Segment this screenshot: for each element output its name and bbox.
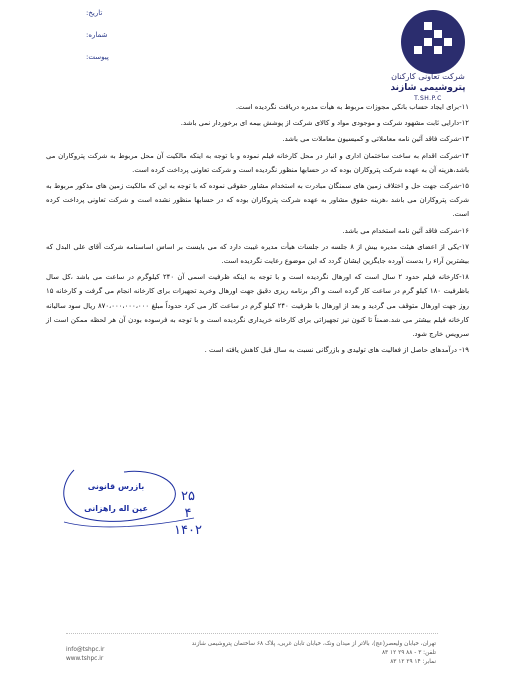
report-item-19: ۱۹- درآمدهای حاصل از فعالیت های تولیدی و بازرگانی نسبت به سال قبل کاهش یافته است .: [204, 346, 469, 355]
number-label: شماره:: [86, 31, 108, 39]
attachment-label: پیوست:: [86, 53, 109, 61]
report-item-16: ۱۶-شرکت فاقد آئین نامه استخدام می باشد.: [342, 226, 469, 235]
company-name-line1: شرکت تعاونی کارکنان: [391, 72, 465, 81]
report-item-13: ۱۳-شرکت فاقد آئین نامه معاملاتی و کمیسیون معاملات می باشد.: [282, 135, 469, 144]
company-name-line2: پتروشیمی شازند: [390, 83, 466, 93]
letter-meta: [86, 8, 206, 74]
handwritten-date: [168, 488, 208, 539]
report-item-12: ۱۲-دارایی ثابت مشهود شرکت و موجودی مواد و کالای شرکت از پوشش بیمه ای برخوردار نمی باشد.: [180, 119, 469, 128]
footer-fax: نمابر: ۱۴ ۲۹ ۱۲ ۸۳: [390, 659, 436, 665]
handwritten-year: ۱۴۰۲: [174, 523, 202, 538]
company-latin-abbr: T.SH.P.C: [414, 95, 442, 102]
report-item-11: ۱۱-برای ایجاد حساب بانکی مجوزات مربوط به هیأت مدیره دریافت نگردیده است.: [235, 103, 469, 111]
handwritten-day: ۲۵: [181, 489, 195, 504]
footer-address: تهران، خیابان ولیعصر(عج)، بالاتر از میدان ونک، خیابان تابان غربی، پلاک ۶۸ ساختمان پتروشیمی شازند: [191, 641, 436, 647]
report-body: [46, 100, 469, 359]
handwritten-month: ۴: [184, 506, 192, 521]
footer-email[interactable]: info@tshpc.ir: [66, 647, 105, 653]
report-item-18: ۱۸-کارخانه فیلم حدود ۲ سال است که اورهال نگردیده است و با توجه به اینکه ظرفیت اسمی آن ۲۴۰ کیلوگرم در ساعت می باشد ،کل سال باظرفیت ۱۸۰ کیلو گرم در ساعت کار گرده است و اگر برنامه ریزی دقیق جهت اورهال وخرید تجهیزات برای کارخانه انجام می گرفت و کارخانه ۱۵ روز جهت اورهال متوقف می گردید و بعد از اورهال با ظرفیت ۲۴۰ کیلو گرم در ساعت کار می کرد حدوداً مبلغ ۸۷۰،۰۰۰،۰۰۰،۰۰۰ ریال سود سالیانه کارخانه فیلم بیشتر می شد.ضمناً تا کنون نیز تجهیزاتی برای کارخانه خریداری نگردیده است و با توجه به فرسوده بودن آن هر لحظه ممکن است از سرویس خارج شود.: [46, 273, 469, 339]
date-label: تاریخ:: [86, 9, 103, 17]
signature-block: [70, 476, 162, 520]
footer-website[interactable]: www.tshpc.ir: [66, 656, 104, 662]
footer-phone: تلفن: ۳ - ۸۸ ۲۹ ۱۲ ۸۳: [381, 650, 436, 656]
report-item-17: ۱۷-یکی از اعضای هیئت مدیره بیش از ۸ جلسه در جلسات هیأت مدیره غیبت دارد که می بایست بر اساس اساسنامه شرکت آقای علی البدل که بیشترین آراء را بدست آورده جایگزین ایشان گردد که این موضوع رعایت نگردیده است.: [46, 242, 469, 266]
footer-web: [66, 646, 226, 664]
report-item-15: ۱۵-شرکت جهت حل و اختلاف زمین های سمنگان مبادرت به استخدام مشاور حقوقی نموده که با توجه به این که مالکیت زمین های مذکور مربوط به شرکت پتروکاران می باشد ،هزینه حقوق مشاور به عهده شرکت پتروکاران بوده که در حسابها منظور نشده است و شرکت تعاونی پرداخت کرده است.: [46, 182, 469, 219]
signature-name: عین اله راهزانی: [84, 504, 148, 513]
signature-title: بازرس قانونی: [87, 482, 145, 491]
report-item-14: ۱۴-شرکت اقدام به ساخت ساختمان اداری و انبار در محل کارخانه فیلم نموده و با توجه به اینکه مالکیت آن محل مربوط به شرکت پتروکاران می باشد،هزینه آن به عهده شرکت پتروکاران بوده که در حسابها منظور نگردیده است و شرکت تعاونی پرداخت کرده است.: [46, 151, 469, 174]
footer-divider: [66, 633, 438, 634]
